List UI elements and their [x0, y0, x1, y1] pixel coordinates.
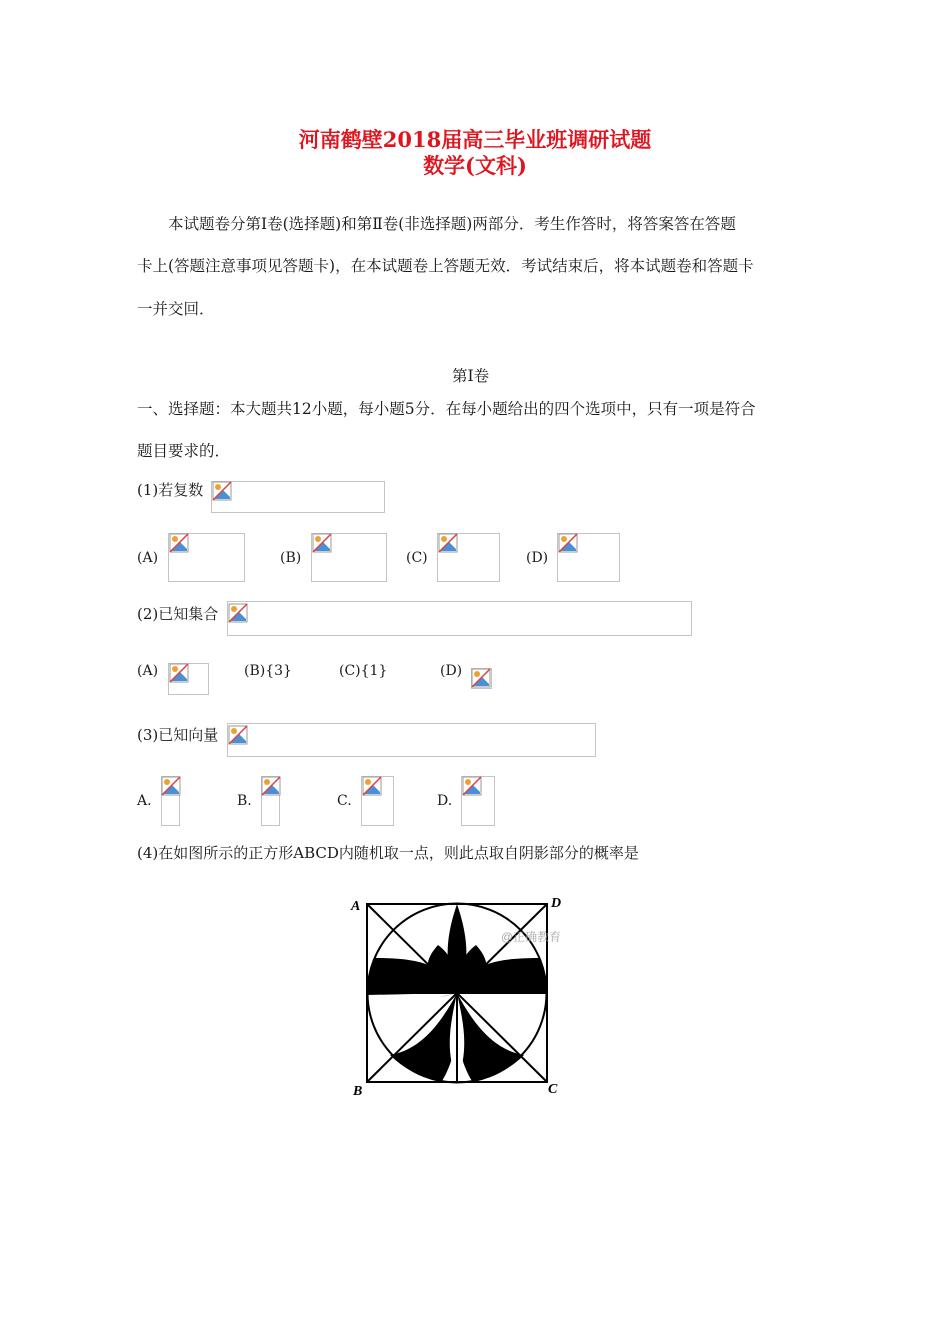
broken-image-icon [169, 663, 189, 683]
vertex-label-d: D [551, 896, 562, 911]
broken-image-icon [558, 533, 578, 553]
question-3-option-d: D. [437, 793, 453, 809]
question-1-option-b: (B) [280, 550, 302, 566]
formula-image-placeholder [211, 481, 385, 513]
intro-line-3: 一并交回． [137, 300, 215, 318]
page-subtitle: 数学(文科) [423, 153, 527, 178]
section-instructions-2: 题目要求的． [137, 442, 231, 460]
page-title: 河南鹤壁2018届高三毕业班调研试题 [298, 127, 652, 152]
question-2-option-a: (A) [137, 663, 159, 679]
broken-image-icon [228, 603, 248, 623]
square-abcd-figure [345, 890, 570, 1098]
question-1-option-d: (D) [526, 550, 549, 566]
broken-image-icon [212, 481, 232, 501]
question-3-option-a: A. [137, 793, 152, 809]
formula-image-placeholder [227, 601, 692, 636]
broken-image-icon [312, 533, 332, 553]
question-2-stem: (2)已知集合 [137, 605, 219, 623]
section-heading: 第Ⅰ卷 [452, 367, 490, 385]
question-4-stem: (4)在如图所示的正方形ABCD内随机取一点，则此点取自阴影部分的概率是 [137, 844, 639, 862]
vertex-label-c: C [548, 1082, 558, 1097]
broken-image-icon [438, 533, 458, 553]
broken-image-icon [161, 776, 181, 796]
question-3-option-b: B. [237, 793, 252, 809]
question-3-stem: (3)已知向量 [137, 726, 219, 744]
broken-image-icon [471, 668, 491, 688]
question-2-option-b: (B){3} [244, 663, 292, 679]
broken-image-icon [169, 533, 189, 553]
broken-image-icon [261, 776, 281, 796]
intro-line-2: 卡上(答题注意事项见答题卡)，在本试题卷上答题无效．考试结束后，将本试题卷和答题卡 [137, 257, 754, 275]
formula-image-placeholder [227, 723, 596, 757]
section-instructions-1: 一、选择题：本大题共12小题，每小题5分．在每小题给出的四个选项中，只有一项是符合 [137, 400, 756, 418]
question-1-option-a: (A) [137, 550, 159, 566]
watermark: @正确教育 [501, 930, 562, 944]
question-2-option-d: (D) [440, 663, 463, 679]
question-1-option-c: (C) [406, 550, 428, 566]
broken-image-icon [228, 725, 248, 745]
question-3-option-c: C. [337, 793, 352, 809]
broken-image-icon [362, 776, 382, 796]
intro-line-1: 本试题卷分第Ⅰ卷(选择题)和第Ⅱ卷(非选择题)两部分．考生作答时，将答案答在答题 [168, 215, 736, 233]
vertex-label-b: B [353, 1084, 363, 1098]
question-1-stem: (1)若复数 [137, 481, 204, 499]
vertex-label-a: A [351, 899, 361, 914]
question-2-option-c: (C){1} [339, 663, 388, 679]
broken-image-icon [462, 776, 482, 796]
